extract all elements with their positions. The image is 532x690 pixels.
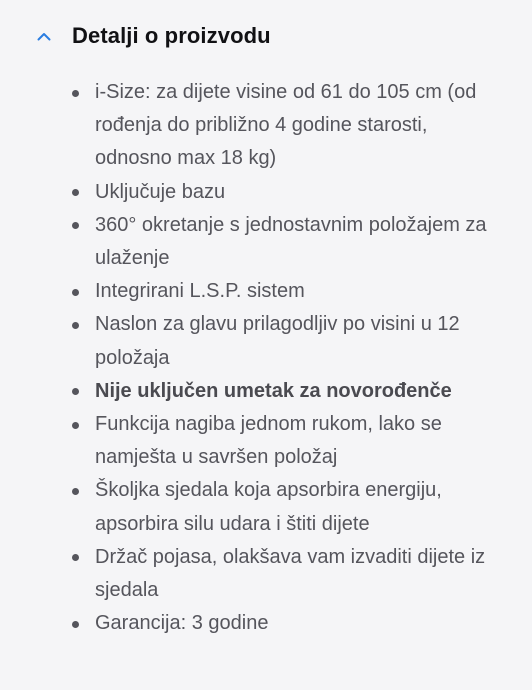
detail-item-highlight (70, 375, 500, 408)
section-title: Detalji o proizvodu (72, 23, 271, 48)
product-details-list (70, 76, 500, 640)
detail-item (70, 176, 500, 209)
bullet-icon (72, 322, 79, 329)
detail-item (70, 474, 500, 540)
detail-text: Funkcija nagiba jednom rukom, lako se namješta u savršen položaj (95, 413, 442, 469)
bullet-icon (72, 388, 79, 395)
detail-item (70, 209, 500, 275)
bullet-icon (72, 189, 79, 196)
detail-item (70, 275, 500, 308)
detail-text: Garancija: 3 godine (95, 612, 269, 635)
detail-item (70, 541, 500, 607)
bullet-icon (72, 488, 79, 495)
detail-text: Držač pojasa, olakšava vam izvaditi dijete iz sjedala (95, 545, 486, 602)
detail-item (70, 607, 500, 640)
detail-text: 360° okretanje s jednostavnim položajem za ulaženje (95, 213, 487, 270)
detail-text: Naslon za glavu prilagodljiv po visini u 12 položaja (95, 313, 460, 369)
detail-text: Nije uključen umetak za novorođenče (95, 379, 452, 402)
detail-item (70, 308, 500, 374)
detail-item (70, 76, 500, 176)
detail-text: Uključuje bazu (95, 180, 226, 203)
bullet-icon (72, 554, 79, 561)
bullet-icon (72, 289, 79, 296)
bullet-icon (72, 422, 79, 429)
detail-text: i-Size: za dijete visine od 61 do 105 cm (od rođenja do približno 4 godine starosti, odnosno max 18 kg) (95, 81, 477, 170)
bullet-icon (72, 90, 79, 97)
chevron-up-icon[interactable] (36, 28, 52, 44)
detail-item (70, 408, 500, 474)
bullet-icon (72, 621, 79, 628)
detail-text: Integrirani L.S.P. sistem (95, 280, 305, 303)
detail-text: Školjka sjedala koja apsorbira energiju, apsorbira silu udara i štiti dijete (95, 479, 442, 535)
product-details-toggle[interactable] (36, 18, 271, 54)
bullet-icon (72, 222, 79, 229)
